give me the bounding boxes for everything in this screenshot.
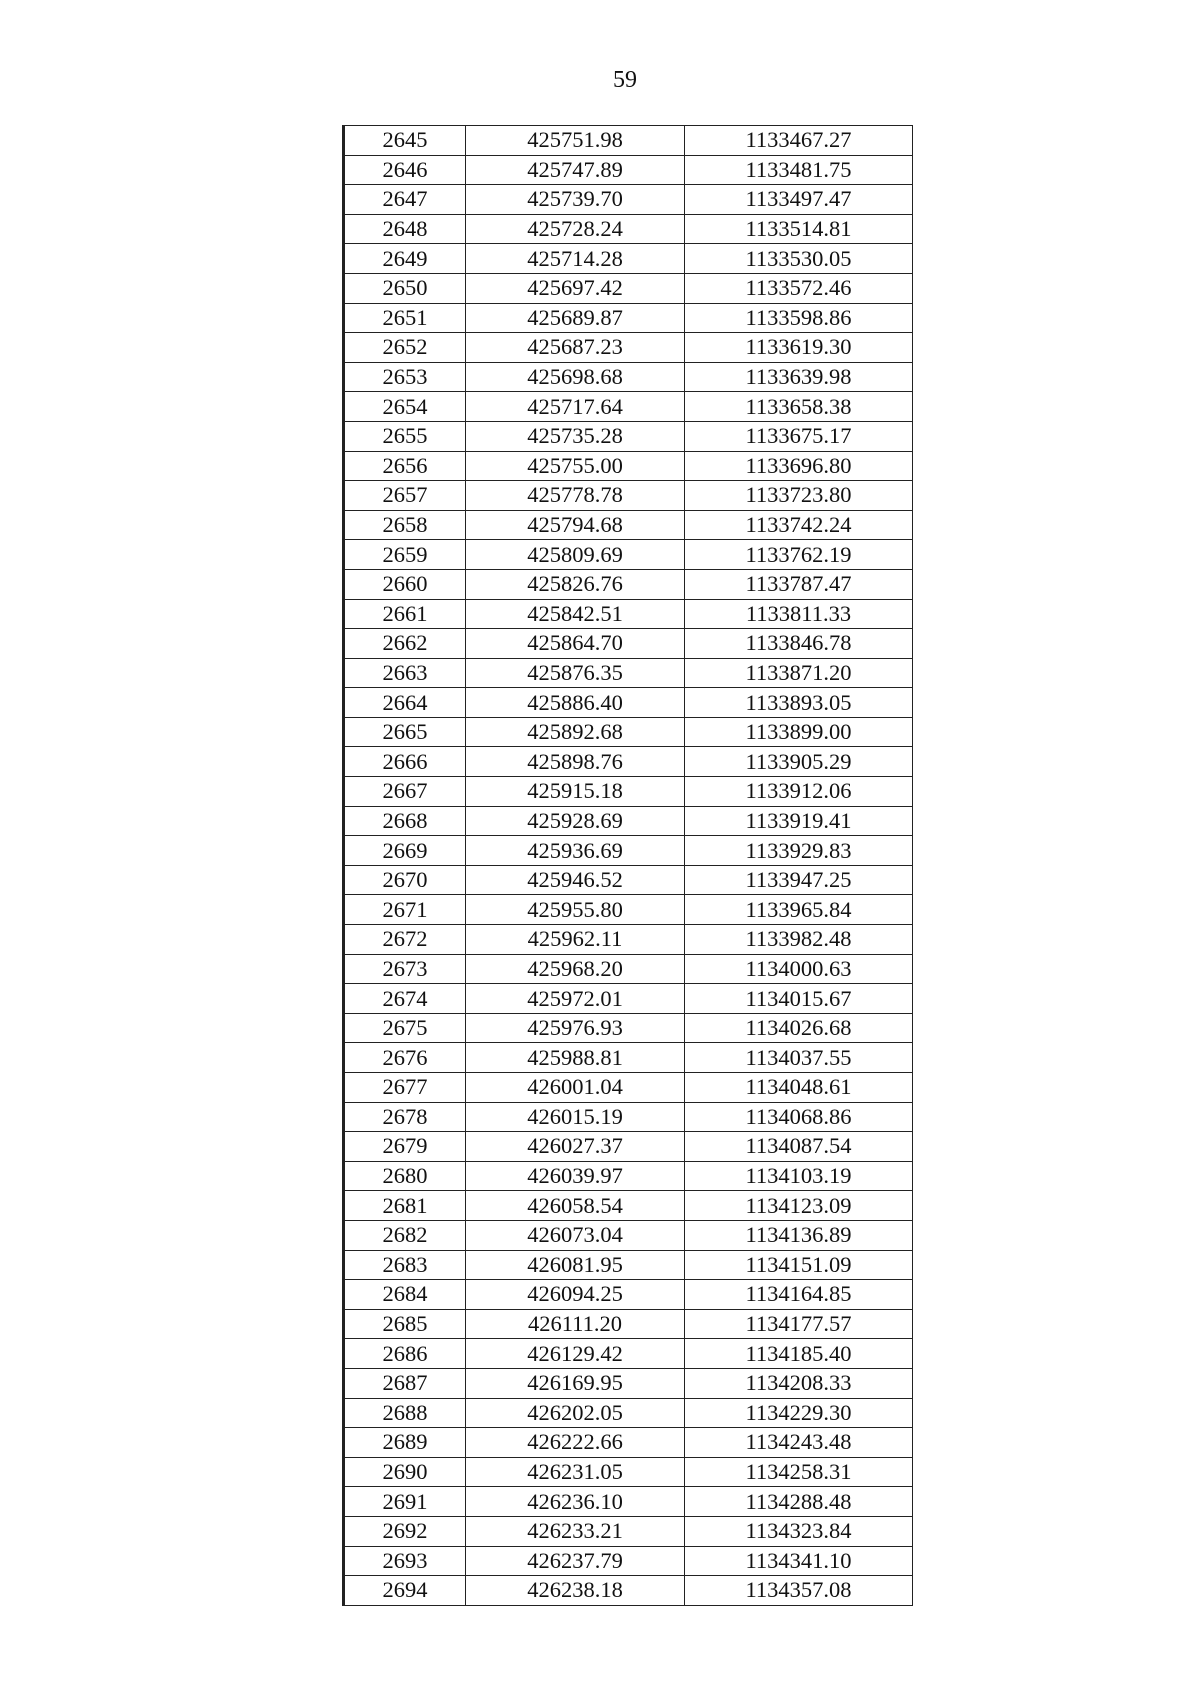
y-coordinate-cell: 1133723.80 [685,481,913,511]
table-row [344,273,913,303]
table-row [344,1191,913,1221]
x-coordinate-cell: 426027.37 [466,1132,685,1162]
table-row [344,1102,913,1132]
table-row [344,185,913,215]
y-coordinate-cell: 1133846.78 [685,629,913,659]
x-coordinate-cell: 425955.80 [466,895,685,925]
point-number-cell: 2691 [344,1487,466,1517]
table-row [344,806,913,836]
point-number-cell: 2692 [344,1516,466,1546]
y-coordinate-cell: 1134258.31 [685,1457,913,1487]
point-number-cell: 2646 [344,155,466,185]
x-coordinate-cell: 425735.28 [466,421,685,451]
y-coordinate-cell: 1133675.17 [685,421,913,451]
point-number-cell: 2655 [344,421,466,451]
table-row [344,481,913,511]
y-coordinate-cell: 1133639.98 [685,362,913,392]
x-coordinate-cell: 425892.68 [466,717,685,747]
x-coordinate-cell: 426169.95 [466,1368,685,1398]
x-coordinate-cell: 426233.21 [466,1516,685,1546]
table-row [344,777,913,807]
x-coordinate-cell: 426231.05 [466,1457,685,1487]
x-coordinate-cell: 426001.04 [466,1073,685,1103]
point-number-cell: 2670 [344,865,466,895]
point-number-cell: 2677 [344,1073,466,1103]
table-row [344,1516,913,1546]
x-coordinate-cell: 425809.69 [466,540,685,570]
point-number-cell: 2658 [344,510,466,540]
x-coordinate-cell: 425687.23 [466,333,685,363]
y-coordinate-cell: 1134015.67 [685,984,913,1014]
table-row [344,421,913,451]
y-coordinate-cell: 1134323.84 [685,1516,913,1546]
point-number-cell: 2663 [344,658,466,688]
x-coordinate-cell: 425717.64 [466,392,685,422]
point-number-cell: 2656 [344,451,466,481]
table-row [344,1043,913,1073]
y-coordinate-cell: 1133514.81 [685,214,913,244]
point-number-cell: 2678 [344,1102,466,1132]
table-row [344,392,913,422]
y-coordinate-cell: 1133912.06 [685,777,913,807]
point-number-cell: 2652 [344,333,466,363]
y-coordinate-cell: 1133919.41 [685,806,913,836]
point-number-cell: 2648 [344,214,466,244]
y-coordinate-cell: 1133899.00 [685,717,913,747]
x-coordinate-cell: 425864.70 [466,629,685,659]
point-number-cell: 2686 [344,1339,466,1369]
x-coordinate-cell: 425976.93 [466,1013,685,1043]
point-number-cell: 2662 [344,629,466,659]
point-number-cell: 2674 [344,984,466,1014]
table-row [344,1398,913,1428]
y-coordinate-cell: 1134068.86 [685,1102,913,1132]
point-number-cell: 2676 [344,1043,466,1073]
x-coordinate-cell: 425962.11 [466,925,685,955]
table-row [344,569,913,599]
x-coordinate-cell: 425698.68 [466,362,685,392]
y-coordinate-cell: 1134151.09 [685,1250,913,1280]
y-coordinate-cell: 1133530.05 [685,244,913,274]
table-row [344,155,913,185]
x-coordinate-cell: 426073.04 [466,1220,685,1250]
y-coordinate-cell: 1133572.46 [685,273,913,303]
y-coordinate-cell: 1134288.48 [685,1487,913,1517]
table-row [344,1487,913,1517]
point-number-cell: 2681 [344,1191,466,1221]
table-row [344,836,913,866]
y-coordinate-cell: 1134164.85 [685,1280,913,1310]
y-coordinate-cell: 1134026.68 [685,1013,913,1043]
y-coordinate-cell: 1134357.08 [685,1576,913,1606]
point-number-cell: 2680 [344,1161,466,1191]
x-coordinate-cell: 425826.76 [466,569,685,599]
x-coordinate-cell: 425755.00 [466,451,685,481]
table-row [344,865,913,895]
y-coordinate-cell: 1133619.30 [685,333,913,363]
y-coordinate-cell: 1133965.84 [685,895,913,925]
table-row [344,984,913,1014]
y-coordinate-cell: 1133467.27 [685,126,913,156]
point-number-cell: 2694 [344,1576,466,1606]
point-number-cell: 2657 [344,481,466,511]
x-coordinate-cell: 425751.98 [466,126,685,156]
y-coordinate-cell: 1133871.20 [685,658,913,688]
table-row [344,1309,913,1339]
point-number-cell: 2650 [344,273,466,303]
point-number-cell: 2689 [344,1428,466,1458]
x-coordinate-cell: 425915.18 [466,777,685,807]
x-coordinate-cell: 425936.69 [466,836,685,866]
x-coordinate-cell: 425697.42 [466,273,685,303]
x-coordinate-cell: 425988.81 [466,1043,685,1073]
x-coordinate-cell: 425968.20 [466,954,685,984]
point-number-cell: 2661 [344,599,466,629]
point-number-cell: 2649 [344,244,466,274]
y-coordinate-cell: 1134037.55 [685,1043,913,1073]
y-coordinate-cell: 1134103.19 [685,1161,913,1191]
x-coordinate-cell: 425689.87 [466,303,685,333]
y-coordinate-cell: 1133905.29 [685,747,913,777]
x-coordinate-cell: 426202.05 [466,1398,685,1428]
y-coordinate-cell: 1134048.61 [685,1073,913,1103]
x-coordinate-cell: 425794.68 [466,510,685,540]
table-row [344,747,913,777]
table-row [344,954,913,984]
point-number-cell: 2664 [344,688,466,718]
x-coordinate-cell: 426236.10 [466,1487,685,1517]
y-coordinate-cell: 1133598.86 [685,303,913,333]
x-coordinate-cell: 425842.51 [466,599,685,629]
point-number-cell: 2659 [344,540,466,570]
point-number-cell: 2668 [344,806,466,836]
y-coordinate-cell: 1134341.10 [685,1546,913,1576]
point-number-cell: 2673 [344,954,466,984]
table-row [344,1220,913,1250]
point-number-cell: 2654 [344,392,466,422]
point-number-cell: 2671 [344,895,466,925]
y-coordinate-cell: 1134229.30 [685,1398,913,1428]
y-coordinate-cell: 1133893.05 [685,688,913,718]
y-coordinate-cell: 1133742.24 [685,510,913,540]
table-row [344,1368,913,1398]
y-coordinate-cell: 1134136.89 [685,1220,913,1250]
table-row [344,540,913,570]
point-number-cell: 2653 [344,362,466,392]
point-number-cell: 2651 [344,303,466,333]
x-coordinate-cell: 425728.24 [466,214,685,244]
point-number-cell: 2682 [344,1220,466,1250]
table-row [344,925,913,955]
table-row [344,1576,913,1606]
table-row [344,126,913,156]
x-coordinate-cell: 426039.97 [466,1161,685,1191]
table-row [344,629,913,659]
x-coordinate-cell: 426058.54 [466,1191,685,1221]
y-coordinate-cell: 1133497.47 [685,185,913,215]
x-coordinate-cell: 426237.79 [466,1546,685,1576]
table-row [344,1339,913,1369]
x-coordinate-cell: 426129.42 [466,1339,685,1369]
point-number-cell: 2693 [344,1546,466,1576]
page-number: 59 [613,67,637,93]
point-number-cell: 2690 [344,1457,466,1487]
y-coordinate-cell: 1133481.75 [685,155,913,185]
y-coordinate-cell: 1134208.33 [685,1368,913,1398]
table-row [344,333,913,363]
table-row [344,1073,913,1103]
table-row [344,362,913,392]
y-coordinate-cell: 1133947.25 [685,865,913,895]
table-row [344,599,913,629]
table-row [344,510,913,540]
point-number-cell: 2669 [344,836,466,866]
table-row [344,1013,913,1043]
table-row [344,1457,913,1487]
point-number-cell: 2679 [344,1132,466,1162]
point-number-cell: 2647 [344,185,466,215]
x-coordinate-cell: 425778.78 [466,481,685,511]
table-row [344,1250,913,1280]
point-number-cell: 2660 [344,569,466,599]
point-number-cell: 2687 [344,1368,466,1398]
table-row [344,1161,913,1191]
point-number-cell: 2665 [344,717,466,747]
coordinates-table [342,125,913,1606]
x-coordinate-cell: 426015.19 [466,1102,685,1132]
y-coordinate-cell: 1134177.57 [685,1309,913,1339]
x-coordinate-cell: 425714.28 [466,244,685,274]
table-row [344,1132,913,1162]
y-coordinate-cell: 1133762.19 [685,540,913,570]
point-number-cell: 2667 [344,777,466,807]
table-row [344,1280,913,1310]
x-coordinate-cell: 425747.89 [466,155,685,185]
x-coordinate-cell: 425876.35 [466,658,685,688]
y-coordinate-cell: 1134123.09 [685,1191,913,1221]
x-coordinate-cell: 425946.52 [466,865,685,895]
point-number-cell: 2666 [344,747,466,777]
x-coordinate-cell: 426094.25 [466,1280,685,1310]
x-coordinate-cell: 425928.69 [466,806,685,836]
table-row [344,303,913,333]
x-coordinate-cell: 425898.76 [466,747,685,777]
table-row [344,658,913,688]
table-row [344,717,913,747]
point-number-cell: 2645 [344,126,466,156]
table-row [344,244,913,274]
x-coordinate-cell: 425972.01 [466,984,685,1014]
table-row [344,451,913,481]
table-row [344,688,913,718]
x-coordinate-cell: 425886.40 [466,688,685,718]
x-coordinate-cell: 425739.70 [466,185,685,215]
table-row [344,214,913,244]
y-coordinate-cell: 1134243.48 [685,1428,913,1458]
point-number-cell: 2684 [344,1280,466,1310]
y-coordinate-cell: 1133696.80 [685,451,913,481]
y-coordinate-cell: 1134185.40 [685,1339,913,1369]
x-coordinate-cell: 426111.20 [466,1309,685,1339]
point-number-cell: 2672 [344,925,466,955]
point-number-cell: 2683 [344,1250,466,1280]
table-row [344,895,913,925]
point-number-cell: 2685 [344,1309,466,1339]
point-number-cell: 2688 [344,1398,466,1428]
x-coordinate-cell: 426222.66 [466,1428,685,1458]
y-coordinate-cell: 1134000.63 [685,954,913,984]
y-coordinate-cell: 1133929.83 [685,836,913,866]
y-coordinate-cell: 1133658.38 [685,392,913,422]
y-coordinate-cell: 1133982.48 [685,925,913,955]
y-coordinate-cell: 1133811.33 [685,599,913,629]
y-coordinate-cell: 1134087.54 [685,1132,913,1162]
y-coordinate-cell: 1133787.47 [685,569,913,599]
x-coordinate-cell: 426081.95 [466,1250,685,1280]
point-number-cell: 2675 [344,1013,466,1043]
table-row [344,1428,913,1458]
x-coordinate-cell: 426238.18 [466,1576,685,1606]
coordinates-table-body [344,126,913,1606]
table-row [344,1546,913,1576]
